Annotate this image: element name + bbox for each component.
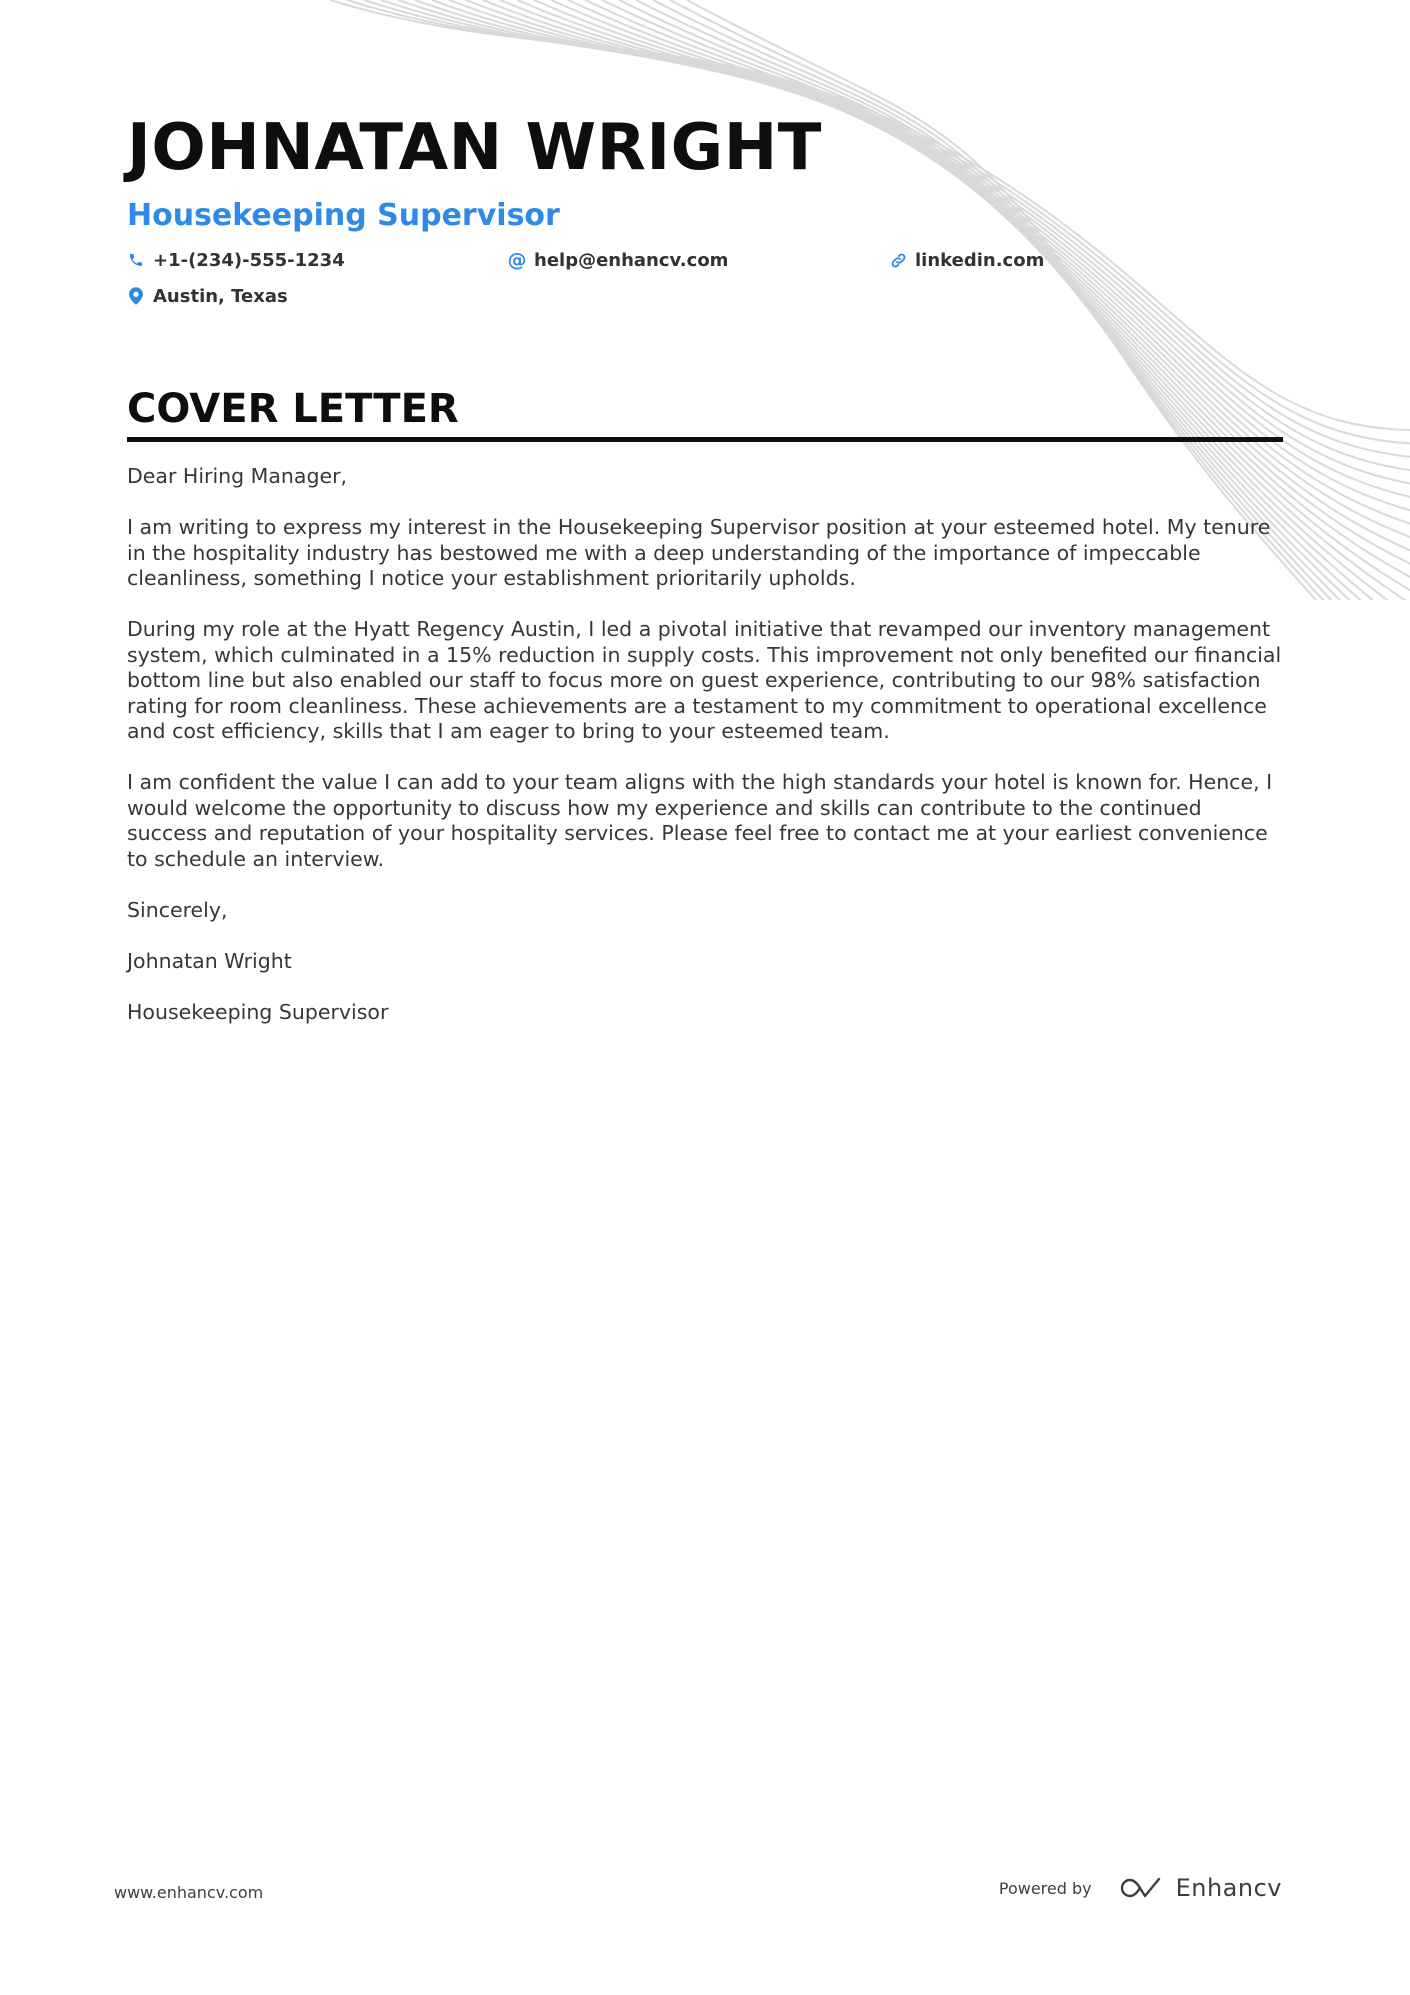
enhancv-logo-icon: [1118, 1875, 1164, 1901]
letter-paragraph: I am writing to express my interest in the Housekeeping Supervisor position at your esteemed hotel. My tenure in the hospitality industry has bestowed me with a deep understanding of the importance of impeccable cleanliness, something I notice your establishment prioritarily upholds.: [127, 515, 1271, 590]
phone-text[interactable]: +1-(234)-555-1234: [153, 249, 345, 271]
letter-paragraph: During my role at the Hyatt Regency Austin, I led a pivotal initiative that revamped our inventory management system, which culminated in a 15% reduction in supply costs. This improvement not only benefited our financial bottom line but also enabled our staff to focus more on guest experience, contributing to our 98% satisfaction rating for room cleanliness. These achievements are a testament to my commitment to operational excellence and cost efficiency, skills that I am eager to bring to your esteemed team.: [127, 617, 1282, 743]
powered-by-label: Powered by: [998, 1878, 1092, 1898]
website-text[interactable]: linkedin.com: [915, 249, 1045, 271]
cover-letter-body: [127, 464, 1287, 1051]
resume-header: [127, 108, 1283, 314]
map-pin-icon: [127, 287, 145, 305]
signature-title: Housekeeping Supervisor: [127, 999, 389, 1024]
contact-row-secondary: [127, 278, 1283, 314]
applicant-role: Housekeeping Supervisor: [127, 198, 560, 233]
contact-location: [127, 278, 288, 314]
contact-row-primary: [127, 242, 1283, 278]
applicant-name: JOHNATAN WRIGHT: [127, 111, 822, 185]
footer-url[interactable]: www.enhancv.com: [114, 1883, 264, 1902]
phone-icon: [127, 251, 145, 269]
at-icon: @: [507, 249, 527, 271]
location-text: Austin, Texas: [153, 285, 288, 307]
contact-website: [889, 242, 1044, 278]
email-text[interactable]: help@enhancv.com: [534, 249, 729, 271]
contact-phone: [127, 242, 345, 278]
signature-name: Johnatan Wright: [127, 948, 292, 973]
link-icon: [889, 251, 907, 269]
letter-greeting: Dear Hiring Manager,: [127, 464, 348, 488]
letter-paragraph: I am confident the value I can add to your team aligns with the high standards your hotel is known for. Hence, I would welcome the opportunity to discuss how my experience and skills can contribute to the continued success and reputation of your hospitality services. Please feel free to contact me at your earliest convenience to schedule an interview.: [127, 770, 1273, 871]
footer-branding: [999, 1874, 1282, 1902]
letter-closing: Sincerely,: [127, 897, 228, 922]
brand-name: Enhancv: [1175, 1874, 1282, 1902]
contact-email: [508, 242, 728, 278]
section-title-cover-letter: COVER LETTER: [127, 383, 1283, 442]
